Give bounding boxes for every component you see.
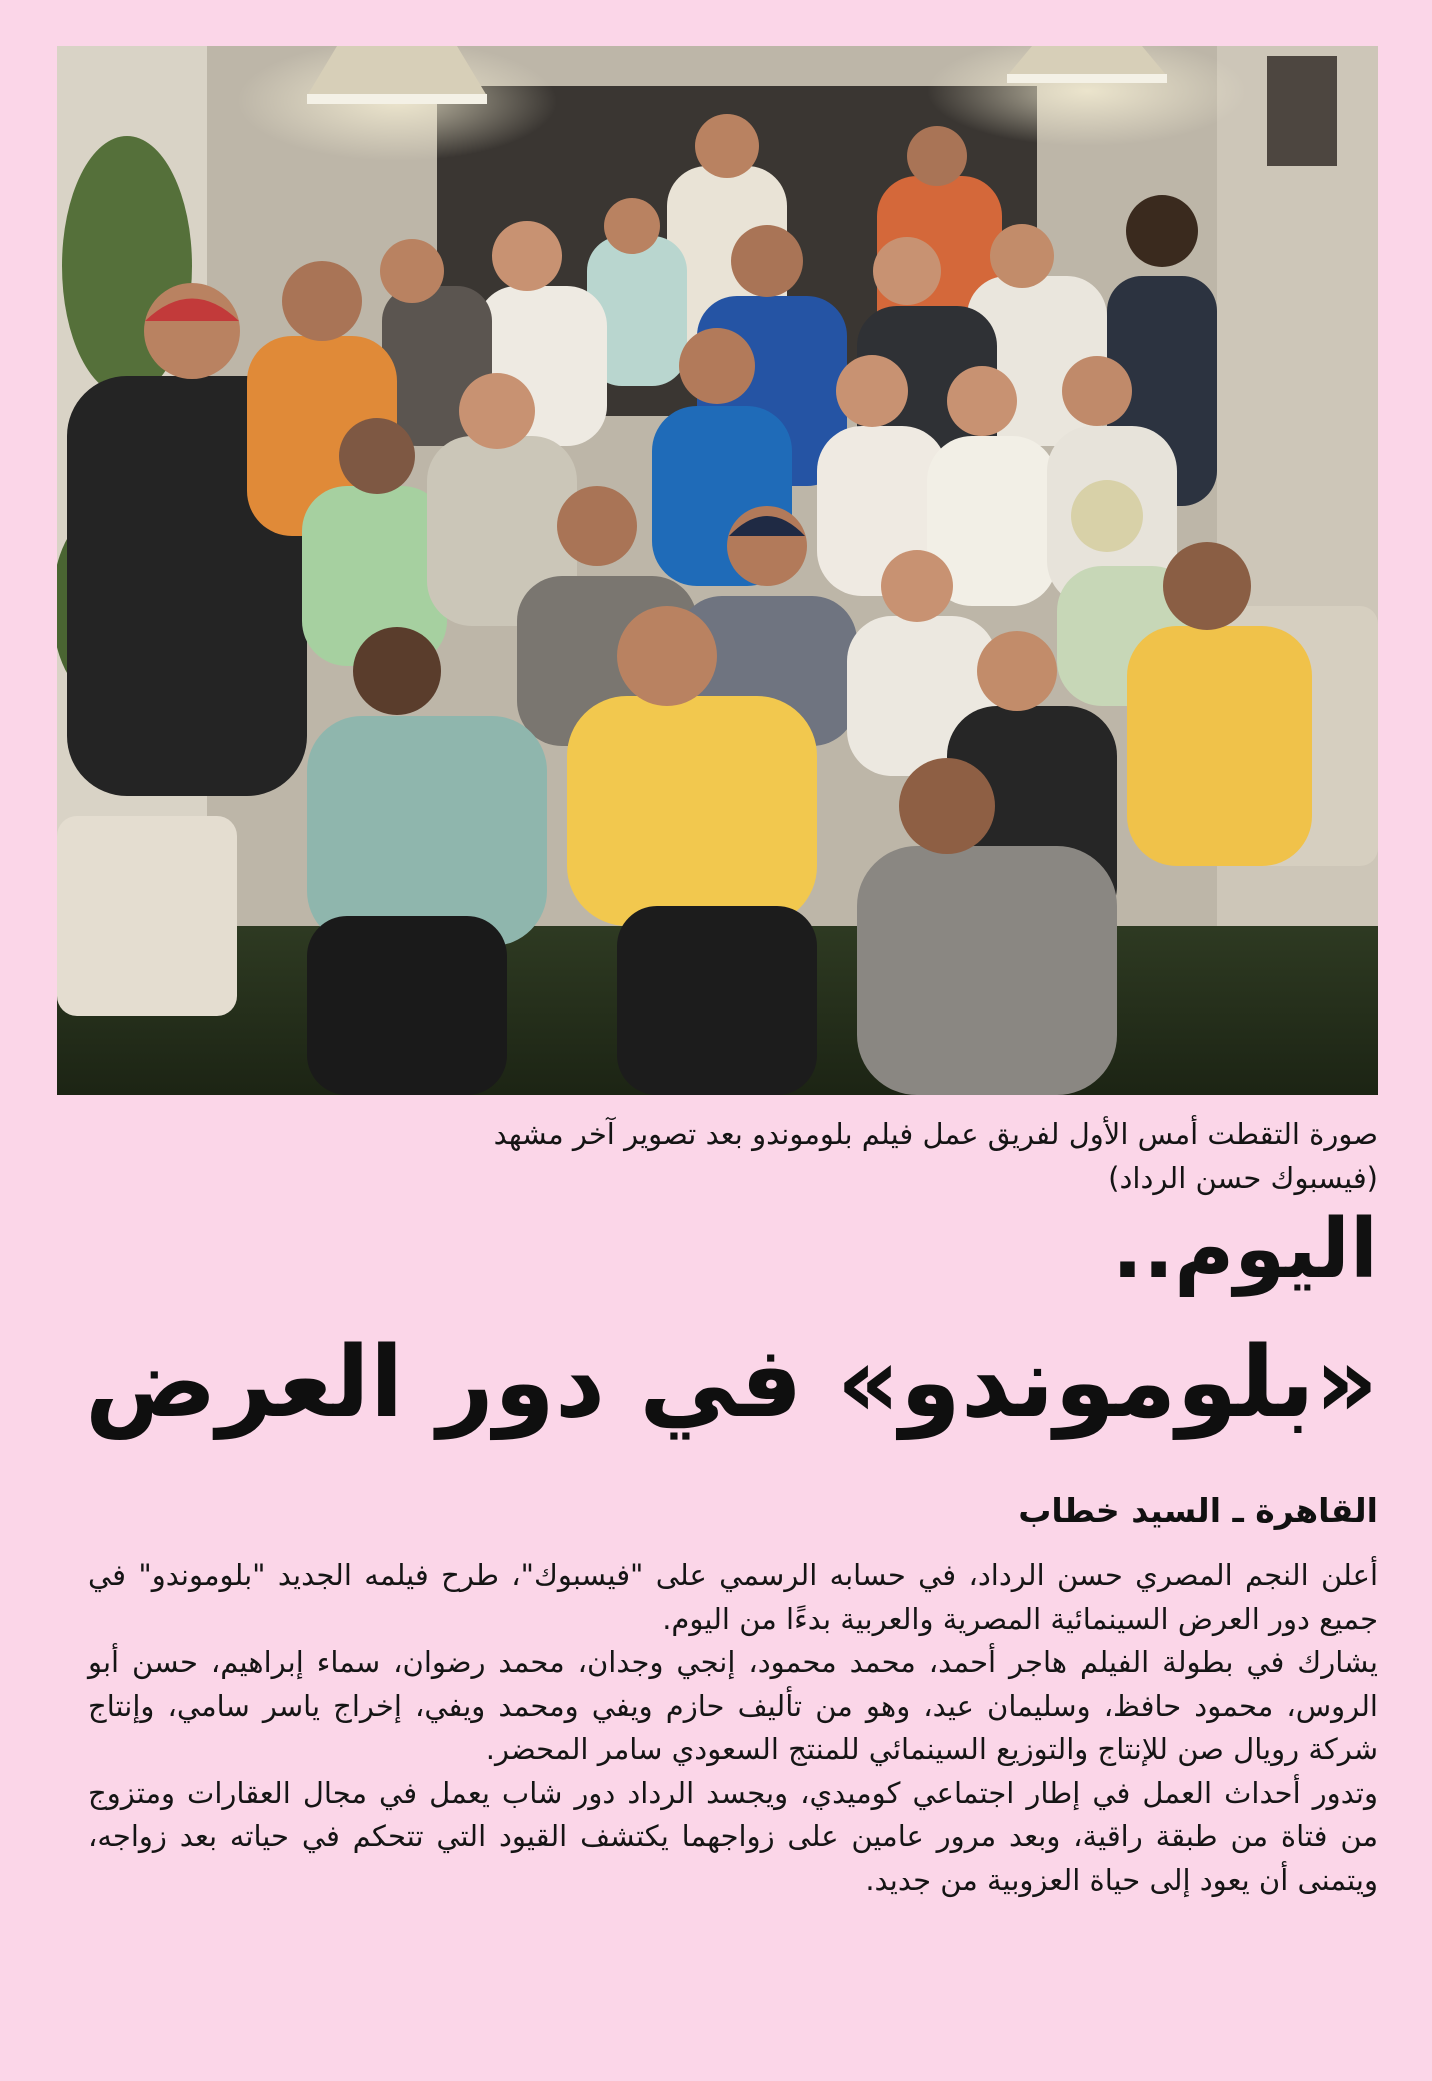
chair-left xyxy=(57,816,237,1016)
caption-credit: (فيسبوك حسن الرداد) xyxy=(1108,1161,1378,1195)
byline: القاهرة ـ السيد خطاب xyxy=(1018,1491,1378,1530)
headline: «بلوموندو» في دور العرض xyxy=(84,1326,1378,1440)
photo-caption xyxy=(57,1112,1378,1200)
article-paragraph-3: وتدور أحداث العمل في إطار اجتماعي كوميدي، ويجسد الرداد دور شاب يعمل في مجال العقارات ومتزوج من فتاة من طبقة راقية، وبعد مرور عامين على زواجهما يكتشف القيود التي تتحكم في حياته بعد زواجه، ويتمنى أن يعود إلى حياة العزوبية من جديد. xyxy=(88,1775,1378,1897)
group-photo xyxy=(57,46,1378,1095)
headline-kicker: اليوم.. xyxy=(1111,1202,1378,1297)
article-paragraph-1: أعلن النجم المصري حسن الرداد، في حسابه الرسمي على "فيسبوك"، طرح فيلمه الجديد "بلوموندو" في جميع دور العرض السينمائية المصرية والعربية بدءًا من اليوم. xyxy=(88,1558,1378,1636)
group-photo-illustration xyxy=(57,46,1378,1095)
article-paragraph-2: يشارك في بطولة الفيلم هاجر أحمد، محمد محمود، إنجي وجدان، محمد رضوان، سماء إبراهيم، حسن أبو الروس، محمود حافظ، وسليمان عيد، وهو من تأليف حازم ويفي ومحمد ويفي، إخراج ياسر سامي، وإنتاج شركة رويال صن للإنتاج والتوزيع السينمائي للمنتج السعودي سامر المحضر. xyxy=(88,1645,1378,1766)
lamp-left xyxy=(237,46,557,161)
caption-line-1: صورة التقطت أمس الأول لفريق عمل فيلم بلوموندو بعد تصوير آخر مشهد xyxy=(493,1117,1378,1151)
article-body xyxy=(88,1554,1378,1902)
window xyxy=(1267,56,1337,166)
